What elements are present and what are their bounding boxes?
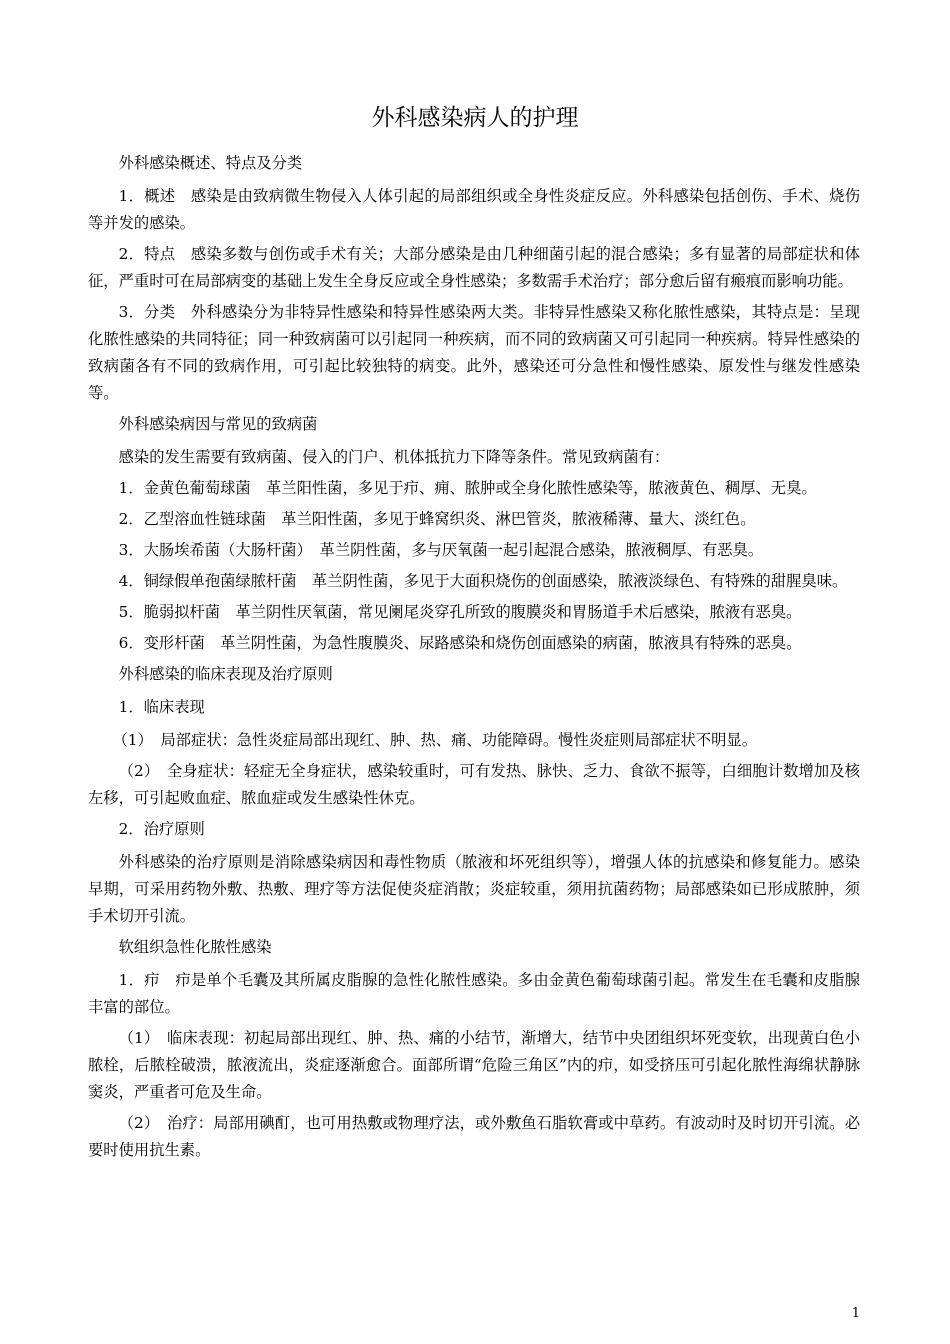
section-heading: 外科感染病因与常见的致病菌 bbox=[118, 415, 318, 433]
section-heading: 外科感染的临床表现及治疗原则 bbox=[118, 665, 333, 683]
paragraph: 2．特点 感染多数与创伤或手术有关；大部分感染是由几种细菌引起的混合感染；多有显著的局部症状和体征，严重时可在局部病变的基础上发生全身反应或全身性感染；多数需手术治疗；部分愈后留有瘢痕而影响功能。 bbox=[88, 245, 860, 290]
paragraph: 3．大肠埃希菌（大肠杆菌） 革兰阴性菌，多与厌氧菌一起引起混合感染，脓液稠厚、有恶臭。 bbox=[118, 541, 764, 559]
document-body bbox=[88, 150, 860, 1168]
paragraph: 6．变形杆菌 革兰阴性菌，为急性腹膜炎、尿路感染和烧伤创面感染的病菌，脓液具有特殊的恶臭。 bbox=[118, 634, 802, 652]
paragraph: （2） 治疗：局部用碘酊，也可用热敷或物理疗法，或外敷鱼石脂软膏或中草药。有波动时及时切开引流。必要时使用抗生素。 bbox=[88, 1114, 860, 1159]
paragraph: 感染的发生需要有致病菌、侵入的门户、机体抵抗力下降等条件。常见致病菌有： bbox=[118, 448, 670, 466]
paragraph: 外科感染的治疗原则是消除感染病因和毒性物质（脓液和坏死组织等），增强人体的抗感染和修复能力。感染早期，可采用药物外敷、热敷、理疗等方法促使炎症消散；炎症较重，须用抗菌药物；局部感染如已形成脓肿，须手术切开引流。 bbox=[88, 853, 860, 925]
paragraph: 1．概述 感染是由致病微生物侵入人体引起的局部组织或全身性炎症反应。外科感染包括创伤、手术、烧伤等并发的感染。 bbox=[88, 187, 860, 232]
paragraph: （1） 局部症状：急性炎症局部出现红、肿、热、痛、功能障碍。慢性炎症则局部症状不明显。 bbox=[112, 731, 758, 749]
paragraph: （1） 临床表现：初起局部出现红、肿、热、痛的小结节，渐增大，结节中央团组织坏死变软，出现黄白色小脓栓，后脓栓破溃，脓液流出，炎症逐渐愈合。面部所谓“危险三角区”内的疖，如受挤压可引起化脓性海绵状静脉窦炎，严重者可危及生命。 bbox=[88, 1029, 860, 1101]
paragraph: 1．疖 疖是单个毛囊及其所属皮脂腺的急性化脓性感染。多由金黄色葡萄球菌引起。常发生在毛囊和皮脂腺丰富的部位。 bbox=[88, 971, 860, 1016]
paragraph: （2） 全身症状：轻症无全身症状，感染较重时，可有发热、脉快、乏力、食欲不振等，白细胞计数增加及核左移，可引起败血症、脓血症或发生感染性休克。 bbox=[88, 762, 860, 807]
section-heading: 软组织急性化脓性感染 bbox=[118, 938, 272, 956]
subsection-heading: 2．治疗原则 bbox=[118, 820, 205, 838]
paragraph: 1．金黄色葡萄球菌 革兰阳性菌，多见于疖、痈、脓肿或全身化脓性感染等，脓液黄色、稠厚、无臭。 bbox=[118, 479, 817, 497]
paragraph: 5．脆弱拟杆菌 革兰阴性厌氧菌，常见阑尾炎穿孔所致的腹膜炎和胃肠道手术后感染，脓液有恶臭。 bbox=[118, 603, 802, 621]
section-heading: 外科感染概述、特点及分类 bbox=[118, 154, 303, 172]
subsection-heading: 1．临床表现 bbox=[118, 698, 205, 716]
paragraph: 3．分类 外科感染分为非特异性感染和特异性感染两大类。非特异性感染又称化脓性感染，其特点是：呈现化脓性感染的共同特征；同一种致病菌可以引起同一种疾病，而不同的致病菌又可引起同一种疾病。特异性感染的致病菌各有不同的致病作用，可引起比较独特的病变。此外，感染还可分急性和慢性感染、原发性与继发性感染等。 bbox=[88, 303, 860, 402]
page-title: 外科感染病人的护理 bbox=[371, 105, 579, 131]
page-number: 1 bbox=[851, 1306, 860, 1321]
paragraph: 4．铜绿假单孢菌绿脓杆菌 革兰阴性菌，多见于大面积烧伤的创面感染，脓液淡绿色、有特殊的甜腥臭味。 bbox=[118, 572, 848, 590]
paragraph: 2．乙型溶血性链球菌 革兰阳性菌，多见于蜂窝织炎、淋巴管炎，脓液稀薄、量大、淡红色。 bbox=[118, 510, 756, 528]
